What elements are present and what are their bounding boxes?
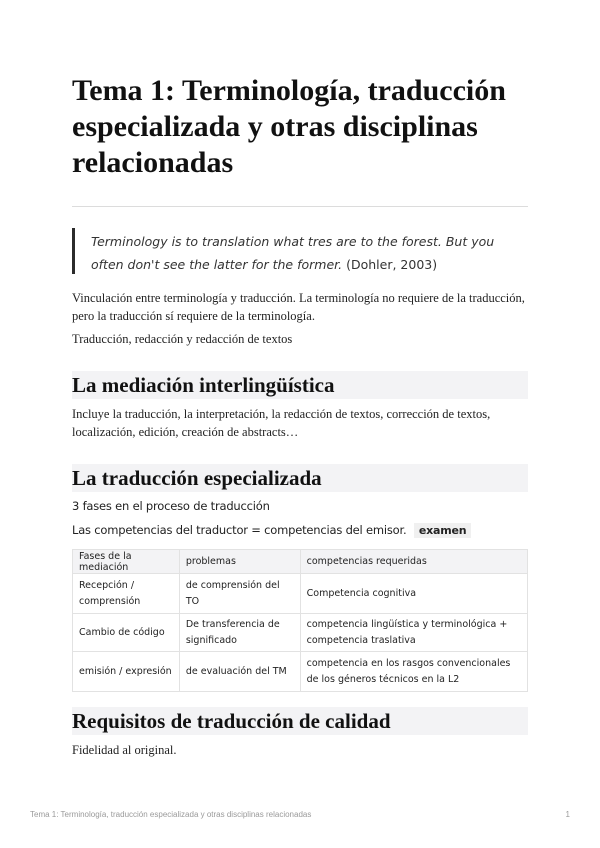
section-line-fases: 3 fases en el proceso de traducción [72, 499, 270, 513]
section-heading-traduccion: La traducción especializada [72, 464, 528, 492]
quote-text: Terminology is to translation what tres are to the forest. But you often don't see the latter for the former. [91, 234, 495, 272]
table-cell: Recepción / comprensión [73, 574, 180, 614]
section-heading-requisitos: Requisitos de traducción de calidad [72, 707, 528, 735]
competencias-text: Las competencias del traductor = competencias del emisor. [72, 523, 407, 537]
table-cell: de comprensión del TO [179, 574, 300, 614]
table-cell: Cambio de código [73, 614, 180, 652]
footer-title: Tema 1: Terminología, traducción especializada y otras disciplinas relacionadas [30, 810, 312, 819]
table-cell: competencia en los rasgos convencionales de los géneros técnicos en la L2 [300, 652, 527, 692]
table-cell: competencia lingüística y terminológica + competencia traslativa [300, 614, 527, 652]
table-header: problemas [179, 550, 300, 574]
table-cell: Competencia cognitiva [300, 574, 527, 614]
section-text-mediacion: Incluye la traducción, la interpretación, la redacción de textos, corrección de textos, localización, edición, creación de abstracts… [72, 407, 491, 439]
table-cell: de evaluación del TM [179, 652, 300, 692]
blockquote [72, 228, 528, 274]
exam-badge: examen [414, 523, 472, 538]
intro-paragraph: Vinculación entre terminología y traducción. La terminología no requiere de la traducción, pero la traducción sí requiere de la terminología. [72, 291, 525, 323]
section-heading-mediacion: La mediación interlingüística [72, 371, 528, 399]
page-footer [30, 810, 570, 824]
table-cell: emisión / expresión [73, 652, 180, 692]
section-line-competencias [72, 521, 528, 539]
quote-citation: (Dohler, 2003) [346, 257, 438, 272]
page-title: Tema 1: Terminología, traducción especializada y otras disciplinas relacionadas [72, 74, 506, 179]
section-text-requisitos: Fidelidad al original. [72, 743, 177, 757]
table-header: competencias requeridas [300, 550, 527, 574]
table-header-row [73, 550, 528, 574]
divider [72, 206, 528, 207]
table-header: Fases de la mediación [73, 550, 180, 574]
intro-line: Traducción, redacción y redacción de textos [72, 332, 293, 346]
table-cell: De transferencia de significado [179, 614, 300, 652]
table-row [73, 574, 528, 614]
page-number: 1 [565, 810, 570, 819]
table-row [73, 652, 528, 692]
mediation-table [72, 549, 528, 692]
table-row [73, 614, 528, 652]
